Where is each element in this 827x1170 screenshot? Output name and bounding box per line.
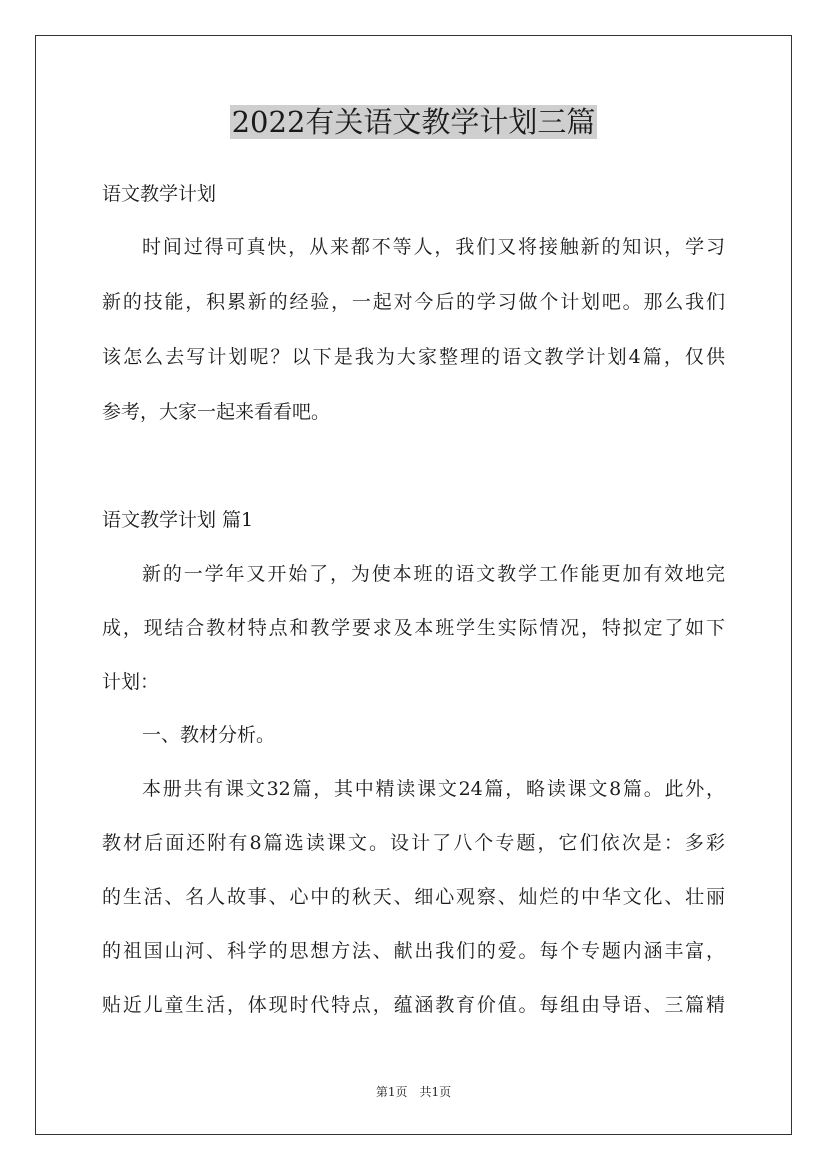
page-number-footer: 第1页 共1页 <box>375 1085 452 1099</box>
para2-line-4: 的祖国山河、科学的思想方法、献出我们的爱。每个专题内涵丰富， <box>102 940 725 962</box>
para1-line-1: 新的一学年又开始了，为使本班的语文教学工作能更加有效地完 <box>142 563 725 585</box>
para1-line-2: 成，现结合教材特点和教学要求及本班学生实际情况，特拟定了如下 <box>102 617 725 639</box>
intro-line-2: 新的技能，积累新的经验，一起对今后的学习做个计划吧。那么我们 <box>102 291 725 313</box>
para1-line-3: 计划： <box>102 671 160 693</box>
heading-plan-part-1: 语文教学计划 篇1 <box>102 509 254 531</box>
para2-line-1: 本册共有课文32篇，其中精读课文24篇，略读课文8篇。此外， <box>142 778 725 800</box>
intro-line-4: 参考，大家一起来看看吧。 <box>102 401 331 423</box>
document-title: 2022有关语文教学计划三篇 <box>231 105 596 139</box>
heading-plan: 语文教学计划 <box>102 183 217 205</box>
para2-line-5: 贴近儿童生活，体现时代特点，蕴涵教育价值。每组由导语、三篇精 <box>102 994 725 1016</box>
para2-line-3: 的生活、名人故事、心中的秋天、细心观察、灿烂的中华文化、壮丽 <box>102 886 725 908</box>
para2-line-2: 教材后面还附有8篇选读课文。设计了八个专题，它们依次是：多彩 <box>102 832 725 854</box>
intro-line-3: 该怎么去写计划呢？以下是我为大家整理的语文教学计划4篇，仅供 <box>102 346 725 368</box>
intro-line-1: 时间过得可真快，从来都不等人，我们又将接触新的知识，学习 <box>142 236 725 258</box>
section-heading-textbook-analysis: 一、教材分析。 <box>142 724 276 746</box>
